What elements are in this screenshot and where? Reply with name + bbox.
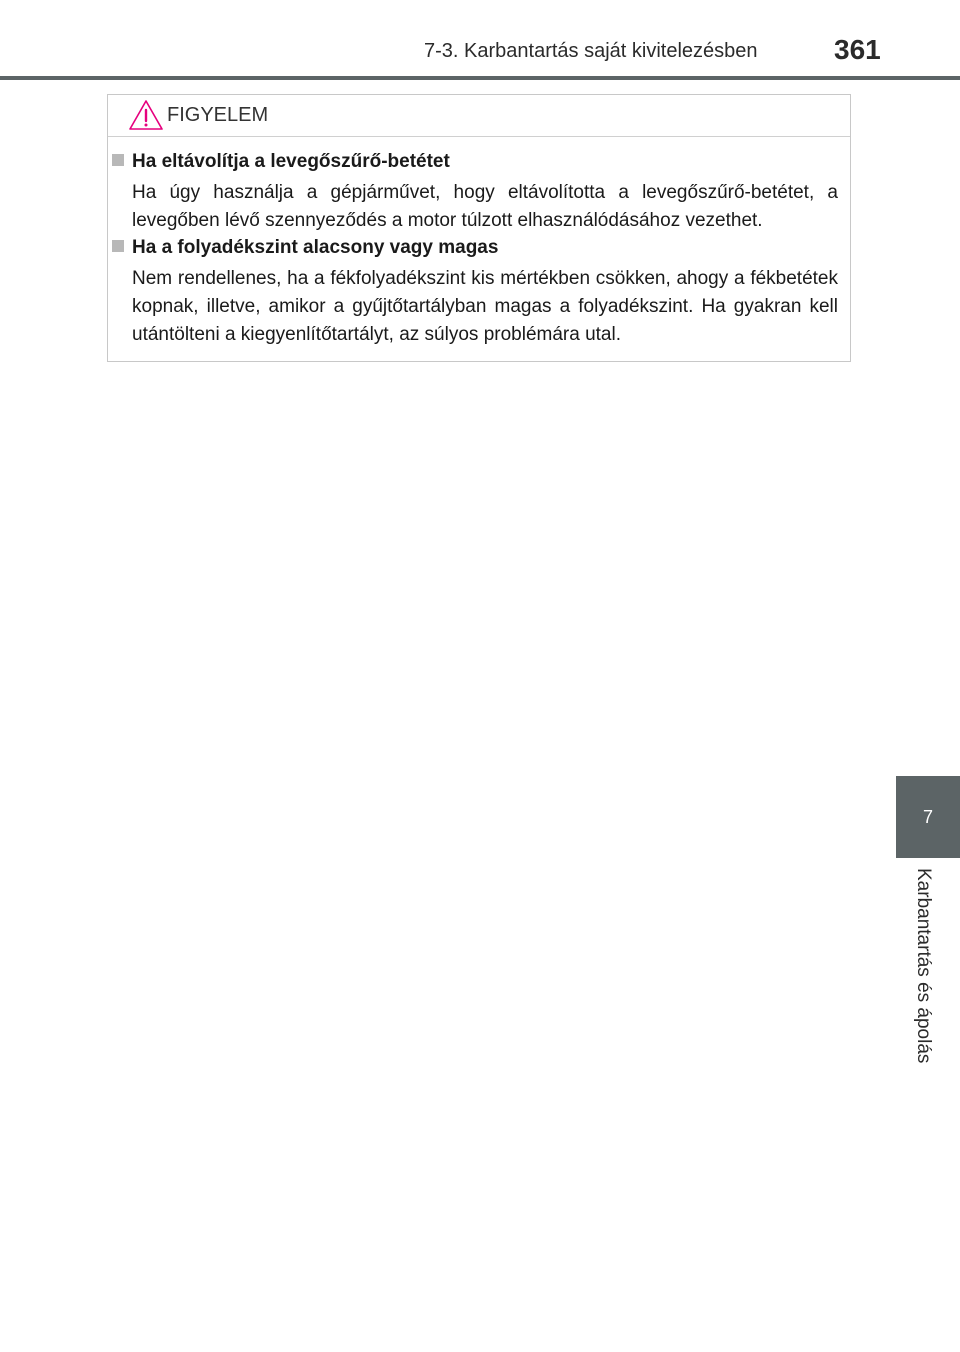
section-body: Ha úgy használja a gépjárművet, hogy eltávolította a levegőszűrő-betétet, a levegőben lévő szennyeződés a motor túlzott elhasználódásához vezethet. bbox=[132, 182, 838, 231]
square-bullet-icon bbox=[112, 240, 124, 252]
warning-box bbox=[107, 94, 851, 362]
header-divider bbox=[0, 76, 960, 80]
section-heading bbox=[112, 237, 498, 259]
warning-triangle-icon bbox=[128, 99, 164, 131]
warning-header bbox=[108, 95, 850, 137]
section-heading-text: Ha eltávolítja a levegőszűrő-betétet bbox=[132, 151, 450, 172]
section-heading bbox=[112, 151, 450, 173]
section-title: 7-3. Karbantartás saját kivitelezésben bbox=[424, 40, 758, 62]
section-body: Nem rendellenes, ha a fékfolyadékszint kis mértékben csökken, ahogy a fékbetétek kopnak, illetve, amikor a gyűjtőtartályban magas a folyadékszint. Ha gyakran kell utántölteni a kiegyenlítőtartályt, az súlyos problémára utal. bbox=[132, 268, 838, 345]
chapter-tab bbox=[896, 776, 960, 858]
square-bullet-icon bbox=[112, 154, 124, 166]
page-number: 361 bbox=[834, 34, 881, 65]
chapter-title: Karbantartás és ápolás bbox=[913, 868, 934, 1064]
warning-label: FIGYELEM bbox=[167, 104, 269, 126]
section-heading-text: Ha a folyadékszint alacsony vagy magas bbox=[132, 237, 499, 258]
chapter-number: 7 bbox=[922, 806, 933, 827]
